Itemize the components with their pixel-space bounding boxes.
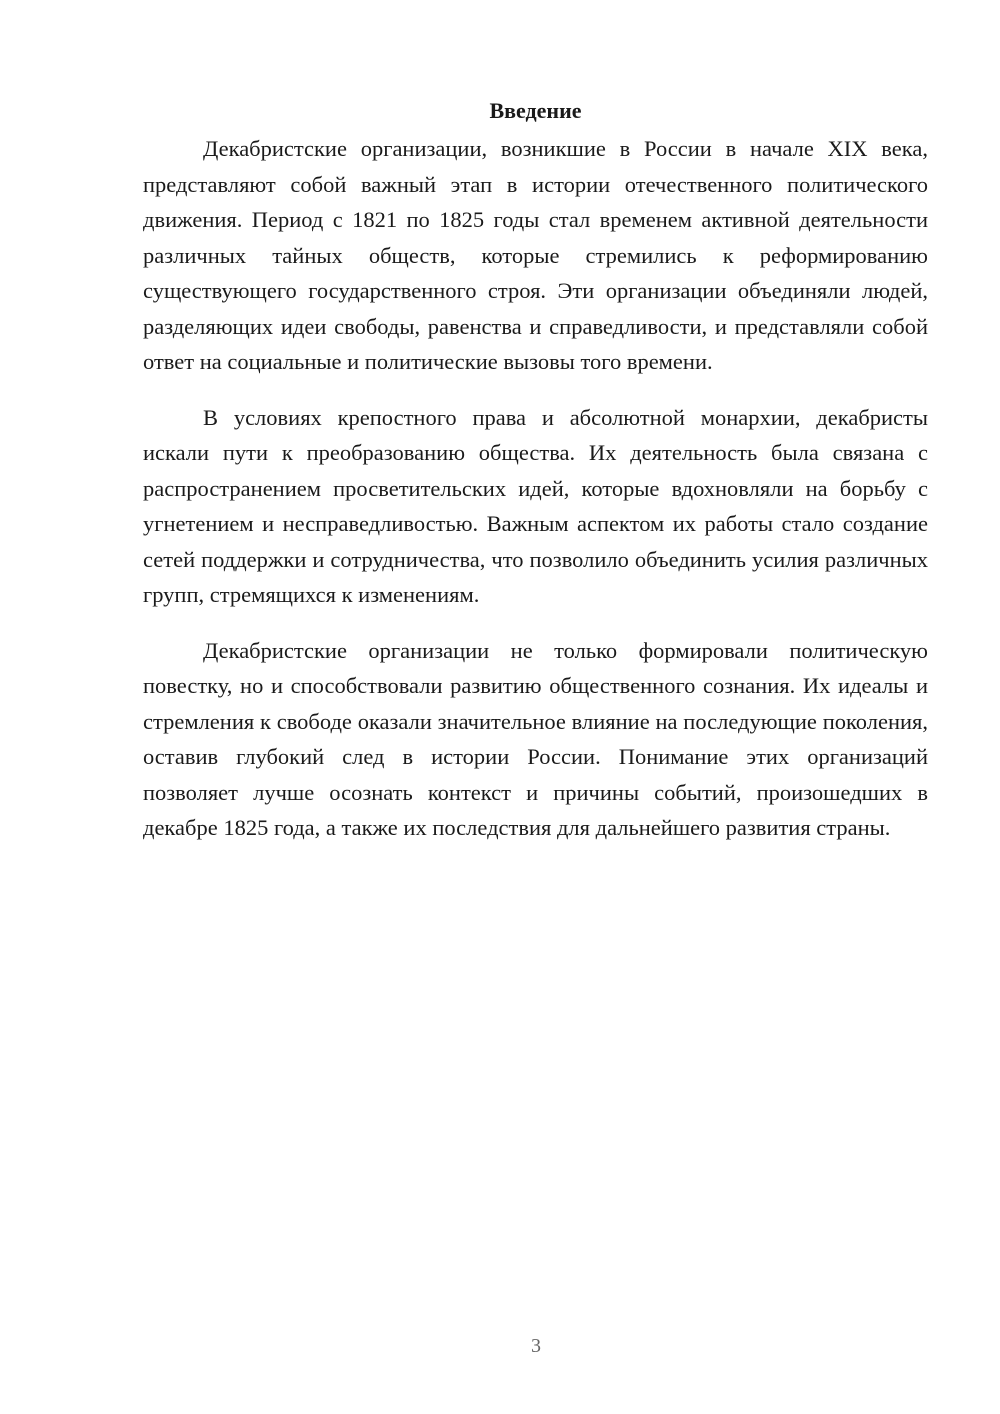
paragraph-2: В условиях крепостного права и абсолютной монархии, декабристы искали пути к преобразованию общества. Их деятельность была связана с распространением просветительских идей, которые вдохновляли на борьбу с угнетением и несправедливостью. Важным аспектом их работы стало создание сетей поддержки и сотрудничества, что позволило объединить усилия различных групп, стремящихся к изменениям. bbox=[143, 404, 928, 607]
section-title: Введение bbox=[489, 98, 582, 123]
paragraph-1: Декабристские организации, возникшие в России в начале XIX века, представляют собой важный этап в истории отечественного политического движения. Период с 1821 по 1825 годы стал временем активной деятельности различных тайных обществ, которые стремились к реформированию существующего государственного строя. Эти организации объединяли людей, разделяющих идеи свободы, равенства и справедливости, и представляли собой ответ на социальные и политические вызовы того времени. bbox=[143, 136, 928, 374]
page-number: 3 bbox=[531, 1335, 541, 1357]
page-body bbox=[143, 93, 928, 866]
paragraph-3: Декабристские организации не только формировали политическую повестку, но и способствовали развитию общественного сознания. Их идеалы и стремления к свободе оказали значительное влияние на последующие поколения, оставив глубокий след в истории России. Понимание этих организаций позволяет лучше осознать контекст и причины событий, произошедших в декабре 1825 года, а также их последствия для дальнейшего развития страны. bbox=[143, 637, 928, 840]
